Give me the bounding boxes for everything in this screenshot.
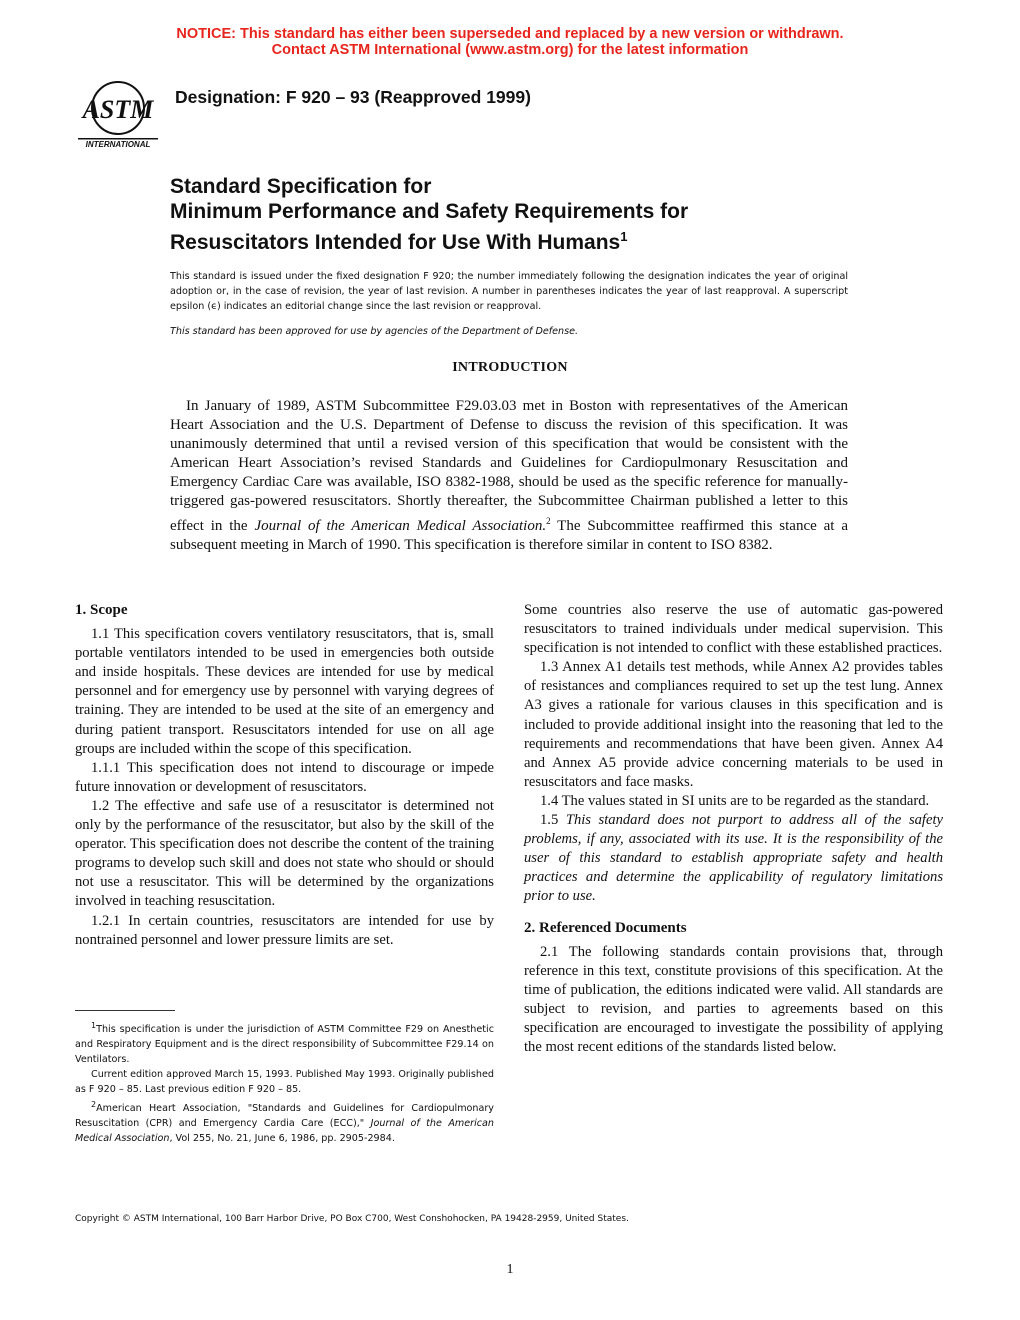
paragraph: 1.2 The effective and safe use of a resuscitator is determined not only by the performance of the resuscitator, but also by the skill of the operator. This specification does not describe the content of the training programs to develop such skill and does not state who should or should not use a resuscitator. This will be determined by the organizations involved in teaching resuscitation. (75, 797, 494, 910)
footnotes (75, 1018, 494, 1146)
notice-line-2: Contact ASTM International (www.astm.org) for the latest information (271, 42, 749, 58)
introduction-heading: INTRODUCTION (452, 360, 568, 375)
footnote-mark: 1 (91, 1021, 97, 1030)
intro-text: In January of 1989, ASTM Subcommittee F29.03.03 met in Boston with representatives of the American Heart Association and the U.S. Department of Defense to discuss the revision of this specification. It was unanimously determined that until a revised version of this specification that would be consistent with the American Heart Association’s revised Standards and Guidelines for Cardiopulmonary Resuscitation and Emergency Cardiac Care was available, ISO 8382-1988, should be used as the specific reference for manually-triggered gas-powered resuscitators. Shortly thereafter, the Subcommittee Chairman published a letter to this effect in the (170, 398, 848, 534)
paragraph: Some countries also reserve the use of automatic gas-powered resuscitators to trained individuals under medical supervision. This specification is not intended to conflict with these established practices. (524, 602, 943, 657)
paragraph: 1.4 The values stated in SI units are to be regarded as the standard. (540, 792, 930, 809)
paragraph: 2.1 The following standards contain provisions that, through reference in this text, constitute provisions of this specification. At the time of publication, the editions indicated were valid. All standards are subject to revision, and parties to agreements based on this specification are encouraged to investigate the possibility of applying the most recent editions of the standards listed below. (524, 943, 943, 1056)
document-title (170, 174, 688, 255)
dod-note: This standard has been approved for use by agencies of the Department of Defense. (170, 326, 579, 337)
page-number: 1 (506, 1262, 514, 1277)
issue-note: This standard is issued under the fixed designation F 920; the number immediately following the designation indicates the year of original adoption or, in the case of revision, the year of last revision. A number in parentheses indicates the year of last reapproval. A superscript epsilon (ϵ) indicates an editorial change since the last revision or reapproval. (170, 271, 848, 312)
paragraph: 1.3 Annex A1 details test methods, while Annex A2 provides tables of resistances and compliances required to set up the test lung. Annex A3 gives a rationale for various clauses in this specification and is included to provide additional insight into the reasoning that led to the requirements and recommendations that have been given. Annex A4 and Annex A5 provide advice concerning materials to be used in resuscitators and face masks. (524, 659, 943, 790)
paragraph: 1.1.1 This specification does not intend to discourage or impede future innovation or development of resuscitators. (75, 759, 494, 795)
section-heading: 2. Referenced Documents (524, 919, 687, 936)
paragraph: 1.1 This specification covers ventilatory resuscitators, that is, small portable ventilators intended to be used in emergencies both outside and inside hospitals. These devices are intended for use by medical personnel and for emergency use by personnel with varying degrees of training. They are intended to be used at the site of an emergency and during patient transport. Resuscitators intended for use on all age groups are included within the scope of this specification. (75, 626, 494, 757)
paragraph-number: 1.5 (540, 812, 566, 829)
designation: Designation: F 920 – 93 (Reapproved 1999) (175, 87, 531, 107)
title-line (170, 224, 688, 255)
astm-logo-icon (76, 78, 160, 148)
introduction-text (170, 397, 848, 555)
footnote (75, 1018, 494, 1067)
paragraph (524, 811, 943, 906)
svg-text:ASTM: ASTM (82, 95, 154, 124)
paragraph: 1.2.1 In certain countries, resuscitators are intended for use by nontrained personnel and lower pressure limits are set. (75, 912, 494, 948)
footnote-mark: 2 (91, 1100, 97, 1110)
footnote-ref: 1 (620, 229, 628, 244)
journal-citation: Journal of the American Medical Association (75, 1118, 494, 1145)
notice-line-1: NOTICE: This standard has either been superseded and replaced by a new version or withdrawn. (176, 26, 844, 42)
journal-citation: Journal of the American Medical Association. (254, 517, 547, 534)
intro-text: The Subcommittee reaffirmed this stance at a subsequent meeting in March of 1990. This specification is therefore similar in content to ISO 8382. (170, 517, 848, 553)
footnote: Current edition approved March 15, 1993. Published May 1993. Originally published as F 920 – 85. Last previous edition F 920 – 85. (75, 1069, 494, 1096)
footnote-text: This specification is under the jurisdiction of ASTM Committee F29 on Anesthetic and Respiratory Equipment and is the direct responsibility of Subcommittee F29.14 on Ventilators. (75, 1024, 494, 1066)
footnote-text: , Vol 255, No. 21, June 6, 1986, pp. 2905-2984. (169, 1133, 395, 1145)
footnote-divider (75, 1010, 175, 1011)
svg-text:INTERNATIONAL: INTERNATIONAL (85, 140, 151, 148)
title-line: Minimum Performance and Safety Requirements for (170, 200, 689, 223)
safety-caveat: This standard does not purport to address all of the safety problems, if any, associated with its use. It is the responsibility of the user of this standard to establish appropriate safety and health practices and determine the applicability of regulatory limitations prior to use. (524, 812, 943, 905)
title-text: Resuscitators Intended for Use With Humans (170, 231, 621, 254)
section-heading: 1. Scope (75, 602, 128, 618)
right-column (524, 601, 943, 1057)
copyright: Copyright © ASTM International, 100 Barr Harbor Drive, PO Box C700, West Conshohocken, PA 19428-2959, United States. (75, 1214, 629, 1224)
footnote-ref: 2 (546, 515, 551, 526)
footnote (75, 1097, 494, 1146)
title-line: Standard Specification for (170, 175, 432, 198)
withdrawn-notice (0, 26, 1020, 58)
left-column (75, 601, 494, 950)
footnote-text: American Heart Association, "Standards and Guidelines for Cardiopulmonary Resuscitation (CPR) and Emergency Cardia Care (ECC)," (75, 1103, 494, 1130)
